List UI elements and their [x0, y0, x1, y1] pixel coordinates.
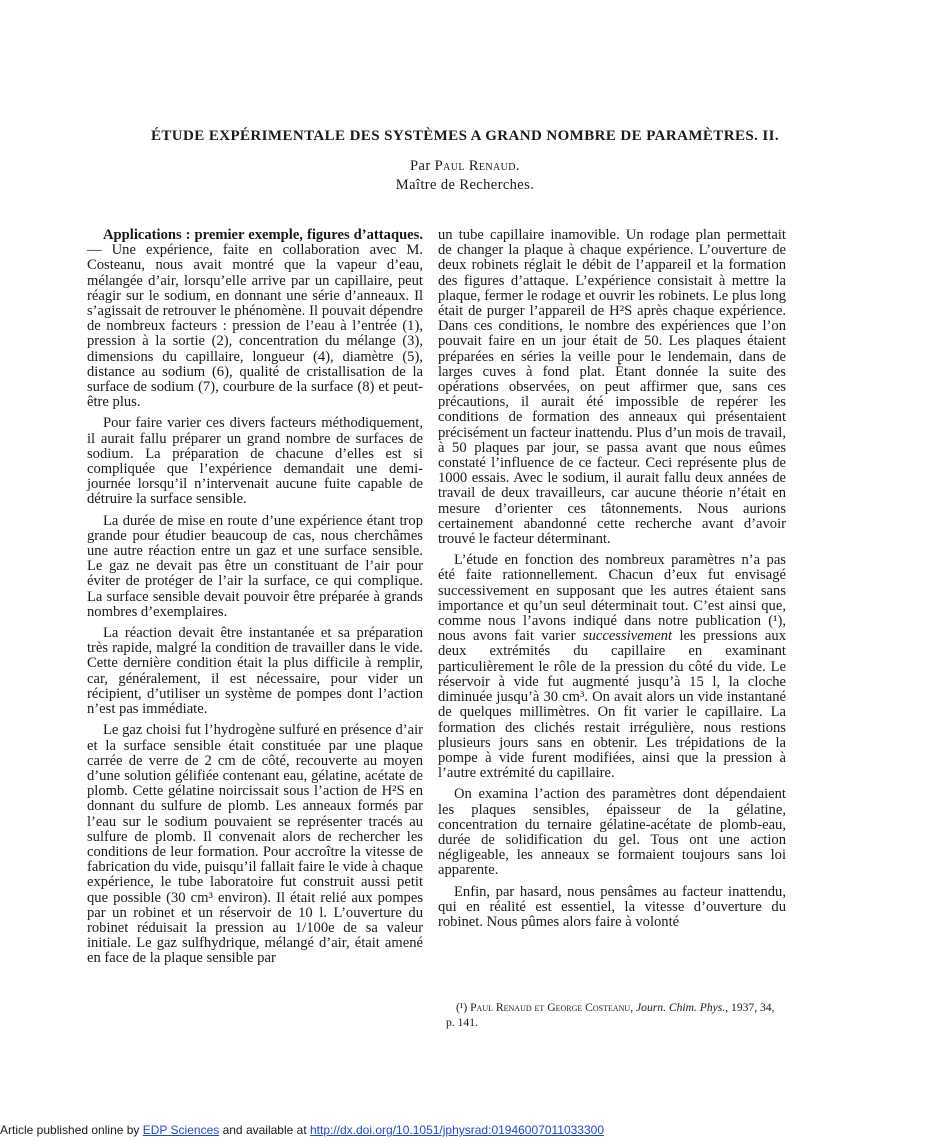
publisher-link[interactable]: EDP Sciences: [142, 1123, 220, 1137]
section-lead: Applications : premier exemple, figures d’attaques.: [103, 227, 423, 243]
paragraph-text: — Une expérience, faite en collaboration avec M. Costeanu, nous avait montré que la vapeur d’eau, mélangée d’air, lorsqu’elle arrive par un capillaire, peut réagir sur le sodium, en donnant une série d’anneaux. Il s’agissait de retrouver le phénomène. Il pouvait dépendre de nombreux facteurs : pression de l’eau à l’entrée (1), pression à la sortie (2), concentration du mélange (3), dimensions du capillaire, longueur (4), diamètre (5), distance au sodium (6), qualité de cristallisation de la surface de sodium (7), courbure de la surface (8) et peut-être plus.: [87, 242, 423, 411]
author-name: Paul Renaud.: [434, 158, 520, 174]
notice-middle: and available at: [219, 1123, 310, 1137]
footnote-journal: Journ. Chim. Phys.: [636, 1001, 726, 1014]
author-prefix: Par: [410, 158, 431, 174]
footnote: [446, 1000, 786, 1030]
footnote-authors: Paul Renaud et George Costeanu,: [470, 1001, 634, 1014]
byline: [0, 157, 930, 195]
publication-notice: [0, 1120, 930, 1140]
left-column: [87, 228, 423, 973]
paragraph: Pour faire varier ces divers facteurs méthodiquement, il aurait fallu préparer un grand nombre de surfaces de sodium. La préparation de chacune d’elles est si compliquée que l’expérience demandait une demi-journée lorsqu’il n’intervenait aucune fuite capable de détruire la surface sensible.: [87, 415, 423, 508]
paragraph-text: les pressions aux deux extrémités du capillaire en examinant particulièrement le rôle de la pression du côté du vide. Le réservoir à vide fut augmenté jusqu’à 15 l, la cloche diminuée jusqu’à 30 cm³. On avait alors un vide instantané de quelques millimètres. On fit varier le capillaire. La formation des clichés restait irrégulière, nous restions plusieurs jours sans en obtenir. Les trépidations de la pompe à vide furent modifiées, ainsi que la pression à l’autre extrémité du capillaire.: [438, 628, 786, 782]
paragraph: Le gaz choisi fut l’hydrogène sulfuré en présence d’air et la surface sensible était constituée par une plaque carrée de verre de 2 cm de côté, recouverte au moyen d’une solution gélifiée contenant eau, gélatine, acétate de plomb. Cette gélatine noircissait sous l’action de H²S en donnant du sulfure de plomb. Les anneaux formés par l’eau sur le sodium pouvaient se représenter tracés au sulfure de plomb. Il convenait alors de rechercher les conditions de leur formation. Pour accroître la vitesse de fabrication du vide, puisqu’il fallait faire le vide à chaque expérience, le tube laboratoire fut construit aussi petit que possible (30 cm³ environ). Il était relié aux pompes par un robinet et un réservoir de 10 l. L’ouverture du robinet réduisait la pression au 1/100e de sa valeur initiale. Le gaz sulfhydrique, mélangé d’air, était amené en face de la plaque sensible par: [87, 722, 423, 967]
author-line: [0, 157, 930, 176]
paragraph: un tube capillaire inamovible. Un rodage plan permettait de changer la plaque à chaque expérience. L’ouverture de deux robinets réglait le débit de l’appareil et la formation des figures d’attaque. L’expérience consistait à mettre la plaque, fermer le rodage et ouvrir les robinets. Le plus long était de purger l’appareil de H²S après chaque expérience. Dans ces conditions, le nombre des expériences que l’on pouvait faire en un jour était de 50. Les plaques étaient préparées en séries la veille pour le lendemain, dans de larges cuves à fond plat. Étant donnée la suite des opérations observées, on peut affirmer que, sans ces précautions, il aurait été impossible de repérer les conditions de formation des anneaux qui présentaient précisément un facteur inattendu. Plus d’un mois de travail, à 50 plaques par jour, se passa avant que nous eûmes constaté l’influence de ce facteur. Ceci représente plus de 1000 essais. Avec le sodium, il aurait fallu deux années de travail de deux travailleurs, car aucune théorie n’était en mesure d’orienter ces tâtonnements. Nous aurions certainement abandonné cette recherche avant d’avoir trouvé le facteur déterminant.: [438, 227, 786, 548]
paragraph: La réaction devait être instantanée et sa préparation très rapide, malgré la condition de travailler dans le vide. Cette dernière condition était la plus difficile à remplir, car, généralement, il est nécessaire, pour vider un récipient, d’utiliser un système de pompes dont l’action n’est pas immédiate.: [87, 625, 423, 718]
paragraph: On examina l’action des paramètres dont dépendaient les plaques sensibles, épaisseur de la gélatine, concentration du ternaire gélatine-acétate de plomb-eau, durée de solidification du gel. Tous ont une action négligeable, les anneaux se formaient toujours sans loi apparente.: [438, 786, 786, 879]
notice-prefix: Article published online by: [0, 1123, 143, 1137]
doi-link[interactable]: http://dx.doi.org/10.1051/jphysrad:01946007011033300: [309, 1123, 605, 1137]
paragraph-text: L’étude en fonction des nombreux paramètres n’a pas été faite rationnellement. Chacun d’eux fut envisagé successivement en supposant que les autres étaient sans importance et qu’un seul déterminait tout. C’est ainsi que, comme nous l’avons indiqué dans notre publication (¹), nous avons fait varier: [438, 552, 786, 645]
article-title: ÉTUDE EXPÉRIMENTALE DES SYSTÈMES A GRAND NOMBRE DE PARAMÈTRES. II.: [150, 128, 780, 144]
author-affiliation: Maître de Recherches.: [395, 177, 535, 193]
emphasis-text: successivement: [582, 628, 673, 645]
paragraph: Enfin, par hasard, nous pensâmes au facteur inattendu, qui en réalité est essentiel, la vitesse d’ouverture du robinet. Nous pûmes alors faire à volonté: [438, 883, 786, 930]
paragraph: La durée de mise en route d’une expérience étant trop grande pour étudier beaucoup de cas, nous cherchâmes une autre réaction entre un gaz et une surface sensible. Le gaz ne devait pas être un constituant de l’air pour éviter de protéger de l’air la surface, ce qui complique. La surface sensible devait pouvoir être préparée à grands nombres d’exemplaires.: [87, 512, 423, 620]
right-column: [438, 228, 786, 936]
paragraph: [438, 553, 786, 781]
footnote-details: , 1937, 34, p. 141.: [446, 1001, 775, 1029]
paragraph: [87, 228, 423, 410]
footnote-mark: (¹): [456, 1001, 468, 1014]
